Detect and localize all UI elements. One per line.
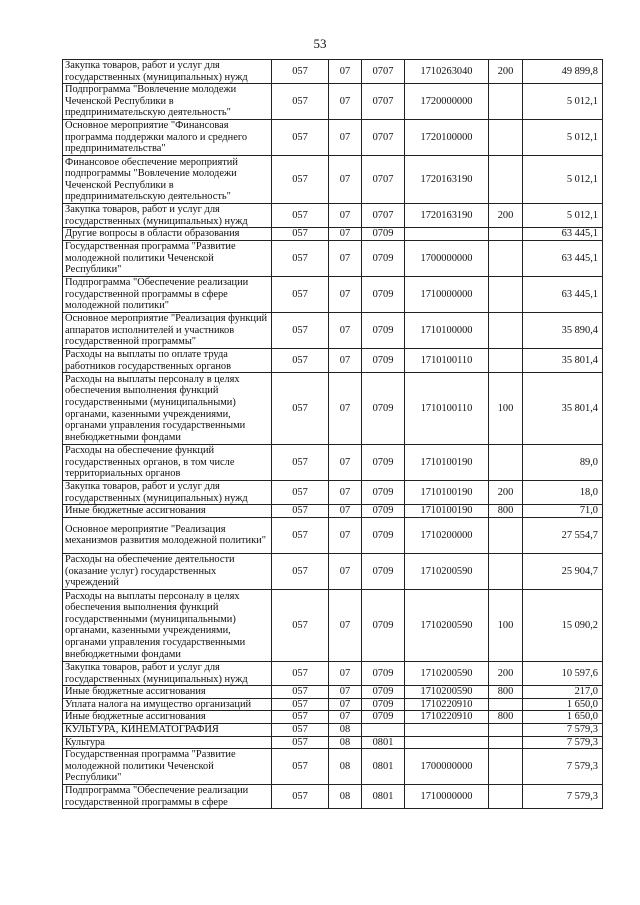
cell-rz: 08 bbox=[329, 749, 362, 785]
cell-name: Расходы на выплаты по оплате труда работников государственных органов bbox=[63, 348, 272, 372]
cell-ved: 057 bbox=[272, 589, 329, 661]
cell-name: Иные бюджетные ассигнования bbox=[63, 505, 272, 518]
cell-name: Закупка товаров, работ и услуг для государственных (муниципальных) нужд bbox=[63, 60, 272, 84]
cell-vr: 200 bbox=[489, 661, 523, 685]
cell-rz: 07 bbox=[329, 661, 362, 685]
cell-pr: 0801 bbox=[362, 749, 405, 785]
cell-csr: 1710200590 bbox=[405, 589, 489, 661]
cell-ved: 057 bbox=[272, 505, 329, 518]
cell-sum: 7 579,3 bbox=[523, 723, 603, 736]
cell-ved: 057 bbox=[272, 240, 329, 276]
cell-vr bbox=[489, 517, 523, 553]
cell-rz: 07 bbox=[329, 228, 362, 241]
cell-rz: 07 bbox=[329, 276, 362, 312]
table-row bbox=[63, 373, 603, 445]
cell-name: Расходы на выплаты персоналу в целях обеспечения выполнения функций государственными (муниципальными) органами, казенными учреждениями, органами управления государственными внебюджетными фондами bbox=[63, 373, 272, 445]
cell-csr: 1710100190 bbox=[405, 445, 489, 481]
cell-pr: 0707 bbox=[362, 156, 405, 204]
cell-name: Финансовое обеспечение мероприятий подпрограммы "Вовлечение молодежи Чеченской Республики в предпринимательскую деятельность" bbox=[63, 156, 272, 204]
cell-sum: 63 445,1 bbox=[523, 240, 603, 276]
cell-pr: 0709 bbox=[362, 445, 405, 481]
cell-sum: 5 012,1 bbox=[523, 156, 603, 204]
cell-ved: 057 bbox=[272, 60, 329, 84]
cell-vr: 200 bbox=[489, 481, 523, 505]
cell-sum: 1 650,0 bbox=[523, 698, 603, 711]
cell-name: Государственная программа "Развитие молодежной политики Чеченской Республики" bbox=[63, 240, 272, 276]
cell-sum: 7 579,3 bbox=[523, 749, 603, 785]
cell-pr bbox=[362, 723, 405, 736]
cell-rz: 07 bbox=[329, 445, 362, 481]
cell-pr: 0709 bbox=[362, 312, 405, 348]
cell-sum: 217,0 bbox=[523, 686, 603, 699]
cell-pr: 0709 bbox=[362, 228, 405, 241]
cell-rz: 07 bbox=[329, 156, 362, 204]
cell-ved: 057 bbox=[272, 736, 329, 749]
table-row bbox=[63, 723, 603, 736]
cell-pr: 0709 bbox=[362, 686, 405, 699]
cell-ved: 057 bbox=[272, 348, 329, 372]
cell-rz: 07 bbox=[329, 240, 362, 276]
cell-vr: 100 bbox=[489, 589, 523, 661]
table-row bbox=[63, 785, 603, 809]
cell-ved: 057 bbox=[272, 661, 329, 685]
cell-pr: 0801 bbox=[362, 736, 405, 749]
cell-pr: 0709 bbox=[362, 373, 405, 445]
cell-vr bbox=[489, 348, 523, 372]
cell-sum: 89,0 bbox=[523, 445, 603, 481]
cell-pr: 0707 bbox=[362, 204, 405, 228]
cell-pr: 0709 bbox=[362, 711, 405, 724]
cell-pr: 0709 bbox=[362, 505, 405, 518]
cell-rz: 08 bbox=[329, 723, 362, 736]
cell-vr bbox=[489, 785, 523, 809]
table-row bbox=[63, 505, 603, 518]
cell-name: Основное мероприятие "Финансовая программа поддержки малого и среднего предпринимательства" bbox=[63, 120, 272, 156]
cell-rz: 07 bbox=[329, 84, 362, 120]
cell-vr bbox=[489, 84, 523, 120]
cell-name: КУЛЬТУРА, КИНЕМАТОГРАФИЯ bbox=[63, 723, 272, 736]
cell-pr: 0709 bbox=[362, 661, 405, 685]
cell-csr: 1710100190 bbox=[405, 505, 489, 518]
cell-csr: 1710100190 bbox=[405, 481, 489, 505]
cell-pr: 0709 bbox=[362, 276, 405, 312]
table-row bbox=[63, 686, 603, 699]
cell-sum: 35 890,4 bbox=[523, 312, 603, 348]
cell-rz: 07 bbox=[329, 120, 362, 156]
cell-csr: 1710220910 bbox=[405, 698, 489, 711]
cell-sum: 7 579,3 bbox=[523, 736, 603, 749]
cell-vr: 800 bbox=[489, 505, 523, 518]
cell-name: Закупка товаров, работ и услуг для государственных (муниципальных) нужд bbox=[63, 204, 272, 228]
cell-rz: 07 bbox=[329, 204, 362, 228]
cell-csr bbox=[405, 736, 489, 749]
cell-ved: 057 bbox=[272, 711, 329, 724]
cell-sum: 35 801,4 bbox=[523, 373, 603, 445]
cell-sum: 18,0 bbox=[523, 481, 603, 505]
cell-sum: 10 597,6 bbox=[523, 661, 603, 685]
cell-sum: 27 554,7 bbox=[523, 517, 603, 553]
cell-name: Закупка товаров, работ и услуг для государственных (муниципальных) нужд bbox=[63, 481, 272, 505]
table-row bbox=[63, 517, 603, 553]
cell-sum: 49 899,8 bbox=[523, 60, 603, 84]
cell-vr bbox=[489, 312, 523, 348]
cell-vr bbox=[489, 736, 523, 749]
table-row bbox=[63, 589, 603, 661]
cell-ved: 057 bbox=[272, 228, 329, 241]
cell-csr: 1710200590 bbox=[405, 553, 489, 589]
cell-csr: 1720000000 bbox=[405, 84, 489, 120]
cell-vr bbox=[489, 120, 523, 156]
budget-table bbox=[62, 59, 603, 809]
cell-ved: 057 bbox=[272, 723, 329, 736]
table-row bbox=[63, 553, 603, 589]
cell-csr bbox=[405, 723, 489, 736]
cell-rz: 07 bbox=[329, 517, 362, 553]
cell-pr: 0707 bbox=[362, 60, 405, 84]
cell-ved: 057 bbox=[272, 686, 329, 699]
cell-pr: 0709 bbox=[362, 517, 405, 553]
table-row bbox=[63, 736, 603, 749]
cell-vr bbox=[489, 749, 523, 785]
cell-sum: 7 579,3 bbox=[523, 785, 603, 809]
cell-rz: 08 bbox=[329, 785, 362, 809]
cell-ved: 057 bbox=[272, 204, 329, 228]
cell-rz: 07 bbox=[329, 373, 362, 445]
cell-name: Основное мероприятие "Реализация функций аппаратов исполнителей и участников государственной программы" bbox=[63, 312, 272, 348]
cell-pr: 0709 bbox=[362, 240, 405, 276]
cell-ved: 057 bbox=[272, 156, 329, 204]
table-row bbox=[63, 312, 603, 348]
cell-ved: 057 bbox=[272, 553, 329, 589]
cell-sum: 5 012,1 bbox=[523, 84, 603, 120]
cell-csr: 1710100110 bbox=[405, 348, 489, 372]
table-row bbox=[63, 228, 603, 241]
cell-rz: 07 bbox=[329, 312, 362, 348]
table-row bbox=[63, 156, 603, 204]
cell-pr: 0709 bbox=[362, 553, 405, 589]
cell-pr: 0707 bbox=[362, 120, 405, 156]
cell-name: Подпрограмма "Вовлечение молодежи Чеченской Республики в предпринимательскую деятельность" bbox=[63, 84, 272, 120]
cell-sum: 25 904,7 bbox=[523, 553, 603, 589]
cell-csr: 1700000000 bbox=[405, 240, 489, 276]
cell-ved: 057 bbox=[272, 481, 329, 505]
cell-ved: 057 bbox=[272, 785, 329, 809]
table-row bbox=[63, 84, 603, 120]
cell-vr bbox=[489, 723, 523, 736]
cell-csr: 1720163190 bbox=[405, 156, 489, 204]
cell-rz: 07 bbox=[329, 553, 362, 589]
cell-sum: 63 445,1 bbox=[523, 228, 603, 241]
cell-vr bbox=[489, 445, 523, 481]
cell-csr: 1720163190 bbox=[405, 204, 489, 228]
cell-sum: 71,0 bbox=[523, 505, 603, 518]
cell-pr: 0709 bbox=[362, 348, 405, 372]
cell-name: Уплата налога на имущество организаций bbox=[63, 698, 272, 711]
cell-pr: 0709 bbox=[362, 698, 405, 711]
table-row bbox=[63, 204, 603, 228]
cell-vr: 800 bbox=[489, 711, 523, 724]
cell-name: Другие вопросы в области образования bbox=[63, 228, 272, 241]
budget-table-body bbox=[63, 60, 603, 809]
cell-pr: 0801 bbox=[362, 785, 405, 809]
cell-csr: 1710000000 bbox=[405, 785, 489, 809]
table-row bbox=[63, 348, 603, 372]
cell-ved: 057 bbox=[272, 373, 329, 445]
cell-rz: 07 bbox=[329, 481, 362, 505]
cell-csr: 1710100110 bbox=[405, 373, 489, 445]
cell-vr bbox=[489, 156, 523, 204]
cell-sum: 5 012,1 bbox=[523, 204, 603, 228]
cell-rz: 07 bbox=[329, 711, 362, 724]
cell-rz: 08 bbox=[329, 736, 362, 749]
cell-vr bbox=[489, 276, 523, 312]
table-row bbox=[63, 240, 603, 276]
cell-pr: 0707 bbox=[362, 84, 405, 120]
cell-name: Культура bbox=[63, 736, 272, 749]
cell-csr bbox=[405, 228, 489, 241]
cell-sum: 5 012,1 bbox=[523, 120, 603, 156]
cell-sum: 1 650,0 bbox=[523, 711, 603, 724]
cell-name: Расходы на обеспечение деятельности (оказание услуг) государственных учреждений bbox=[63, 553, 272, 589]
cell-sum: 63 445,1 bbox=[523, 276, 603, 312]
cell-name: Подпрограмма "Обеспечение реализации государственной программы в сфере молодежной политики" bbox=[63, 276, 272, 312]
table-row bbox=[63, 661, 603, 685]
cell-csr: 1710100000 bbox=[405, 312, 489, 348]
cell-rz: 07 bbox=[329, 505, 362, 518]
cell-csr: 1710263040 bbox=[405, 60, 489, 84]
table-row bbox=[63, 60, 603, 84]
cell-pr: 0709 bbox=[362, 589, 405, 661]
cell-rz: 07 bbox=[329, 686, 362, 699]
table-row bbox=[63, 445, 603, 481]
cell-csr: 1710200590 bbox=[405, 661, 489, 685]
cell-vr: 200 bbox=[489, 204, 523, 228]
cell-name: Закупка товаров, работ и услуг для государственных (муниципальных) нужд bbox=[63, 661, 272, 685]
table-row bbox=[63, 276, 603, 312]
cell-vr bbox=[489, 698, 523, 711]
cell-pr: 0709 bbox=[362, 481, 405, 505]
cell-ved: 057 bbox=[272, 749, 329, 785]
cell-name: Иные бюджетные ассигнования bbox=[63, 686, 272, 699]
cell-ved: 057 bbox=[272, 84, 329, 120]
cell-vr bbox=[489, 240, 523, 276]
cell-ved: 057 bbox=[272, 276, 329, 312]
cell-rz: 07 bbox=[329, 348, 362, 372]
cell-name: Расходы на обеспечение функций государственных органов, в том числе территориальных органов bbox=[63, 445, 272, 481]
cell-ved: 057 bbox=[272, 445, 329, 481]
cell-vr bbox=[489, 228, 523, 241]
cell-rz: 07 bbox=[329, 589, 362, 661]
cell-name: Подпрограмма "Обеспечение реализации государственной программы в сфере bbox=[63, 785, 272, 809]
cell-ved: 057 bbox=[272, 312, 329, 348]
table-row bbox=[63, 711, 603, 724]
cell-name: Расходы на выплаты персоналу в целях обеспечения выполнения функций государственными (муниципальными) органами, казенными учреждениями, органами управления государственными внебюджетными фондами bbox=[63, 589, 272, 661]
cell-csr: 1710200590 bbox=[405, 686, 489, 699]
cell-name: Государственная программа "Развитие молодежной политики Чеченской Республики" bbox=[63, 749, 272, 785]
cell-csr: 1710200000 bbox=[405, 517, 489, 553]
cell-vr: 100 bbox=[489, 373, 523, 445]
cell-csr: 1700000000 bbox=[405, 749, 489, 785]
cell-name: Иные бюджетные ассигнования bbox=[63, 711, 272, 724]
page-number: 53 bbox=[313, 36, 327, 51]
cell-rz: 07 bbox=[329, 698, 362, 711]
cell-sum: 35 801,4 bbox=[523, 348, 603, 372]
table-row bbox=[63, 698, 603, 711]
cell-ved: 057 bbox=[272, 698, 329, 711]
table-row bbox=[63, 120, 603, 156]
cell-rz: 07 bbox=[329, 60, 362, 84]
cell-ved: 057 bbox=[272, 120, 329, 156]
table-row bbox=[63, 481, 603, 505]
cell-sum: 15 090,2 bbox=[523, 589, 603, 661]
table-row bbox=[63, 749, 603, 785]
cell-vr bbox=[489, 553, 523, 589]
cell-csr: 1720100000 bbox=[405, 120, 489, 156]
cell-csr: 1710220910 bbox=[405, 711, 489, 724]
cell-vr: 200 bbox=[489, 60, 523, 84]
cell-vr: 800 bbox=[489, 686, 523, 699]
cell-csr: 1710000000 bbox=[405, 276, 489, 312]
cell-name: Основное мероприятие "Реализация механизмов развития молодежной политики" bbox=[63, 517, 272, 553]
cell-ved: 057 bbox=[272, 517, 329, 553]
